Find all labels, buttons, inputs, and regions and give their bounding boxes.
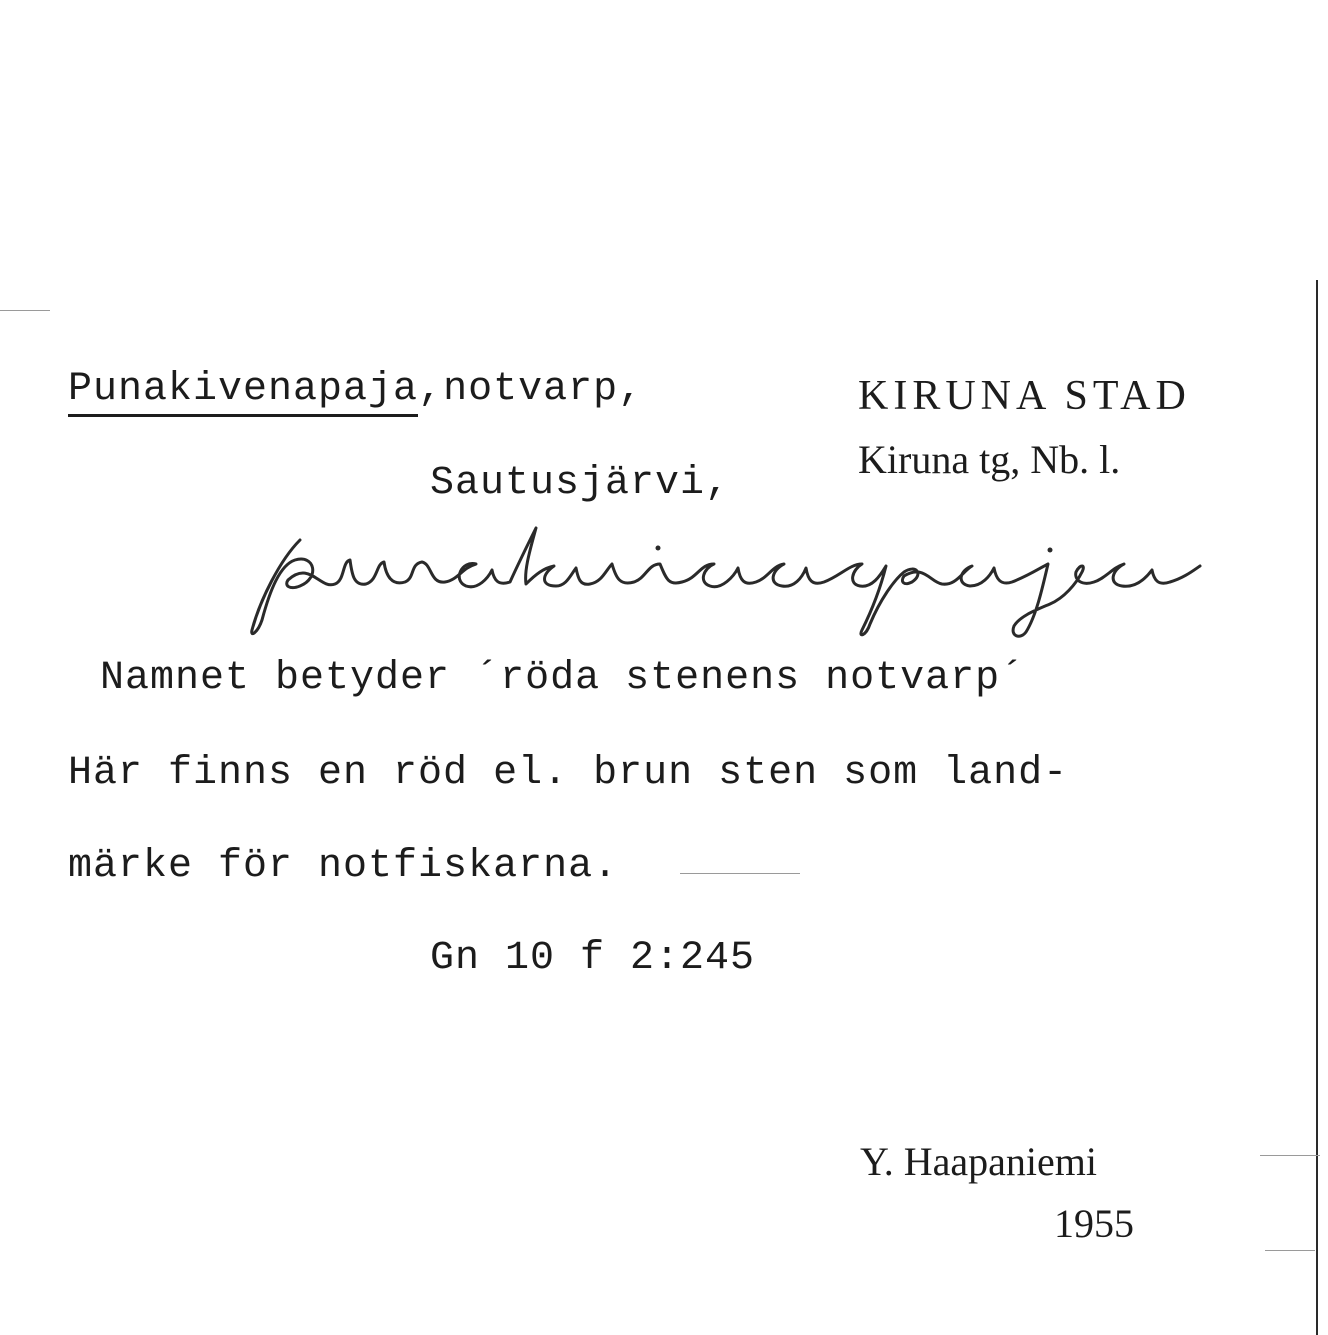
signature-year: 1955 [1054,1201,1134,1246]
headword-rest: ,notvarp, [418,367,644,412]
reference-code: Gn 10 f 2:245 [430,936,756,981]
region-title: KIRUNA STAD [858,373,1191,419]
headword: Punakivenapaja [68,367,418,417]
signature-name: Y. Haapaniemi [860,1139,1097,1184]
scan-speck [0,310,50,311]
entry-line [68,366,643,414]
location: Sautusjärvi, [430,461,731,506]
body-line-2: Här finns en röd el. brun sten som land- [68,751,1069,796]
scan-speck [680,873,800,874]
scan-speck [1260,1155,1320,1156]
handwritten-name [240,520,1220,640]
region-subtitle: Kiruna tg, Nb. l. [858,437,1121,482]
card-edge [1316,280,1318,1335]
body-line-3: märke för notfiskarna. [68,844,619,889]
scan-speck [1265,1250,1315,1251]
body-line-1: Namnet betyder ´röda stenens notvarp´ [100,656,1026,701]
